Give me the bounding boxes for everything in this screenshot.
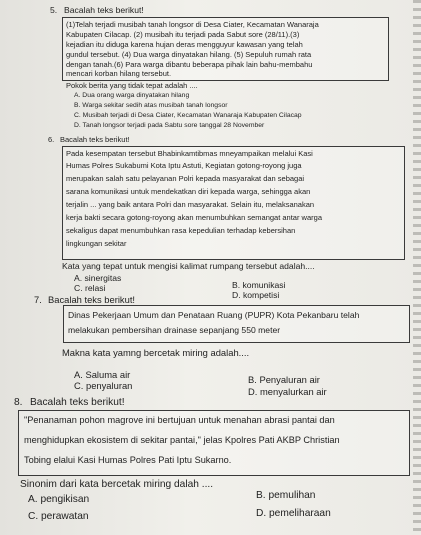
question-prompt: Bacalah teks berikut! [60, 135, 130, 144]
passage-line: Humas Polres Sukabumi Kota Iptu Astuti, Kegiatan gotong-royong juga [66, 161, 302, 170]
option-a[interactable]: A. pengikisan [28, 494, 90, 505]
question-text: Kata yang tepat untuk mengisi kalimat rumpang tersebut adalah.... [62, 261, 315, 271]
passage-line: sarana komunikasi untuk mendekatkan diri kepada warga, sehingga akan [66, 187, 311, 196]
passage-line: gundul tersebut. (4) Dua warga dinyatakan hilang. (5) Sepuluh rumah rata [66, 50, 312, 59]
passage-line: terjalin ... yang baik antara Polri dan masyarakat. Selain itu, melaksanakan [66, 200, 315, 209]
option-a[interactable]: A. Dua orang warga dinyatakan hilang [74, 92, 190, 99]
option-d[interactable]: D. menyalurkan air [248, 386, 327, 397]
passage-line: (1)Telah terjadi musibah tanah longsor di Desa Ciater, Kecamatan Wanaraja [66, 20, 319, 29]
option-a[interactable]: A. Saluma air [74, 369, 131, 380]
passage-line: sekaligus dapat menumbuhkan rasa kepedulian terhadap kebersihan [66, 226, 296, 235]
option-d[interactable]: D. Tanah longsor terjadi pada Sabtu sore tanggal 28 November [74, 122, 265, 129]
passage-line: kerja bakti secara gotong-royong akan menumbuhkan semangat antar warga [66, 213, 322, 222]
passage-line: Dinas Pekerjaan Umum dan Penataan Ruang (PUPR) Kota Pekanbaru telah [68, 310, 360, 320]
option-b[interactable]: B. Warga sekitar sedih atas musibah tanah longsor [74, 102, 228, 109]
question-text: Pokok berita yang tidak tepat adalah .... [66, 81, 198, 90]
passage-line: Tobing elalui Kasi Humas Polres Pati Iptu Sukarno. [24, 455, 232, 465]
option-d[interactable]: D. pemeliharaan [256, 508, 331, 519]
passage-line: mencari korban hilang tersebut. [66, 69, 172, 78]
notebook-binding [413, 0, 421, 535]
question-prompt: Bacalah teks berikut! [30, 397, 125, 408]
option-c[interactable]: C. penyaluran [74, 380, 133, 391]
question-prompt: Bacalah teks berikut! [48, 294, 136, 305]
option-c[interactable]: C. relasi [74, 283, 106, 293]
question-number: 5. [50, 5, 58, 15]
question-number: 7. [34, 294, 42, 305]
passage-line: kejadian itu diduga karena hujan deras mengguyur kawasan yang telah [66, 40, 303, 49]
question-number: 6. [48, 135, 55, 144]
option-b[interactable]: B. komunikasi [232, 280, 286, 290]
question-text: Makna kata yamng bercetak miring adalah.... [62, 347, 250, 358]
passage-line: lingkungan sekitar [66, 239, 127, 248]
passage-line: melakukan pembersihan drainase sepanjang 550 meter [68, 325, 281, 335]
option-a[interactable]: A. sinergitas [74, 273, 122, 283]
passage-line: menghidupkan ekosistem di sekitar pantai," jelas Kpolres Pati AKBP Christian [24, 435, 340, 445]
question-text: Sinonim dari kata bercetak miring dalah .... [20, 479, 214, 490]
passage-line: "Penanaman pohon magrove ini bertujuan untuk menahan abrasi pantai dan [24, 415, 335, 425]
question-number: 8. [14, 397, 23, 408]
option-c[interactable]: C. Musibah terjadi di Desa Ciater, Kecamatan Wanaraja Kabupaten Cilacap [74, 112, 302, 119]
passage-line: dengan tanah.(6) Para warga dibantu beberapa pihak lain bahu-membahu [66, 60, 313, 69]
option-b[interactable]: B. Penyaluran air [248, 374, 320, 385]
passage-line: Pada kesempatan tersebut Bhabinkamtibmas mneyampaikan melalui Kasi [66, 149, 313, 158]
passage-line: Kabupaten Cilacap. (2) musibah itu terjadi pada Sabut sore (28/11).(3) [66, 30, 300, 39]
passage-line: merupakan salah satu pelayanan Polri kepada masyarakat dan sebagai [66, 174, 305, 183]
option-d[interactable]: D. kompetisi [232, 290, 280, 300]
option-c[interactable]: C. perawatan [28, 511, 89, 522]
question-prompt: Bacalah teks berikut! [64, 5, 144, 15]
option-b[interactable]: B. pemulihan [256, 490, 316, 501]
